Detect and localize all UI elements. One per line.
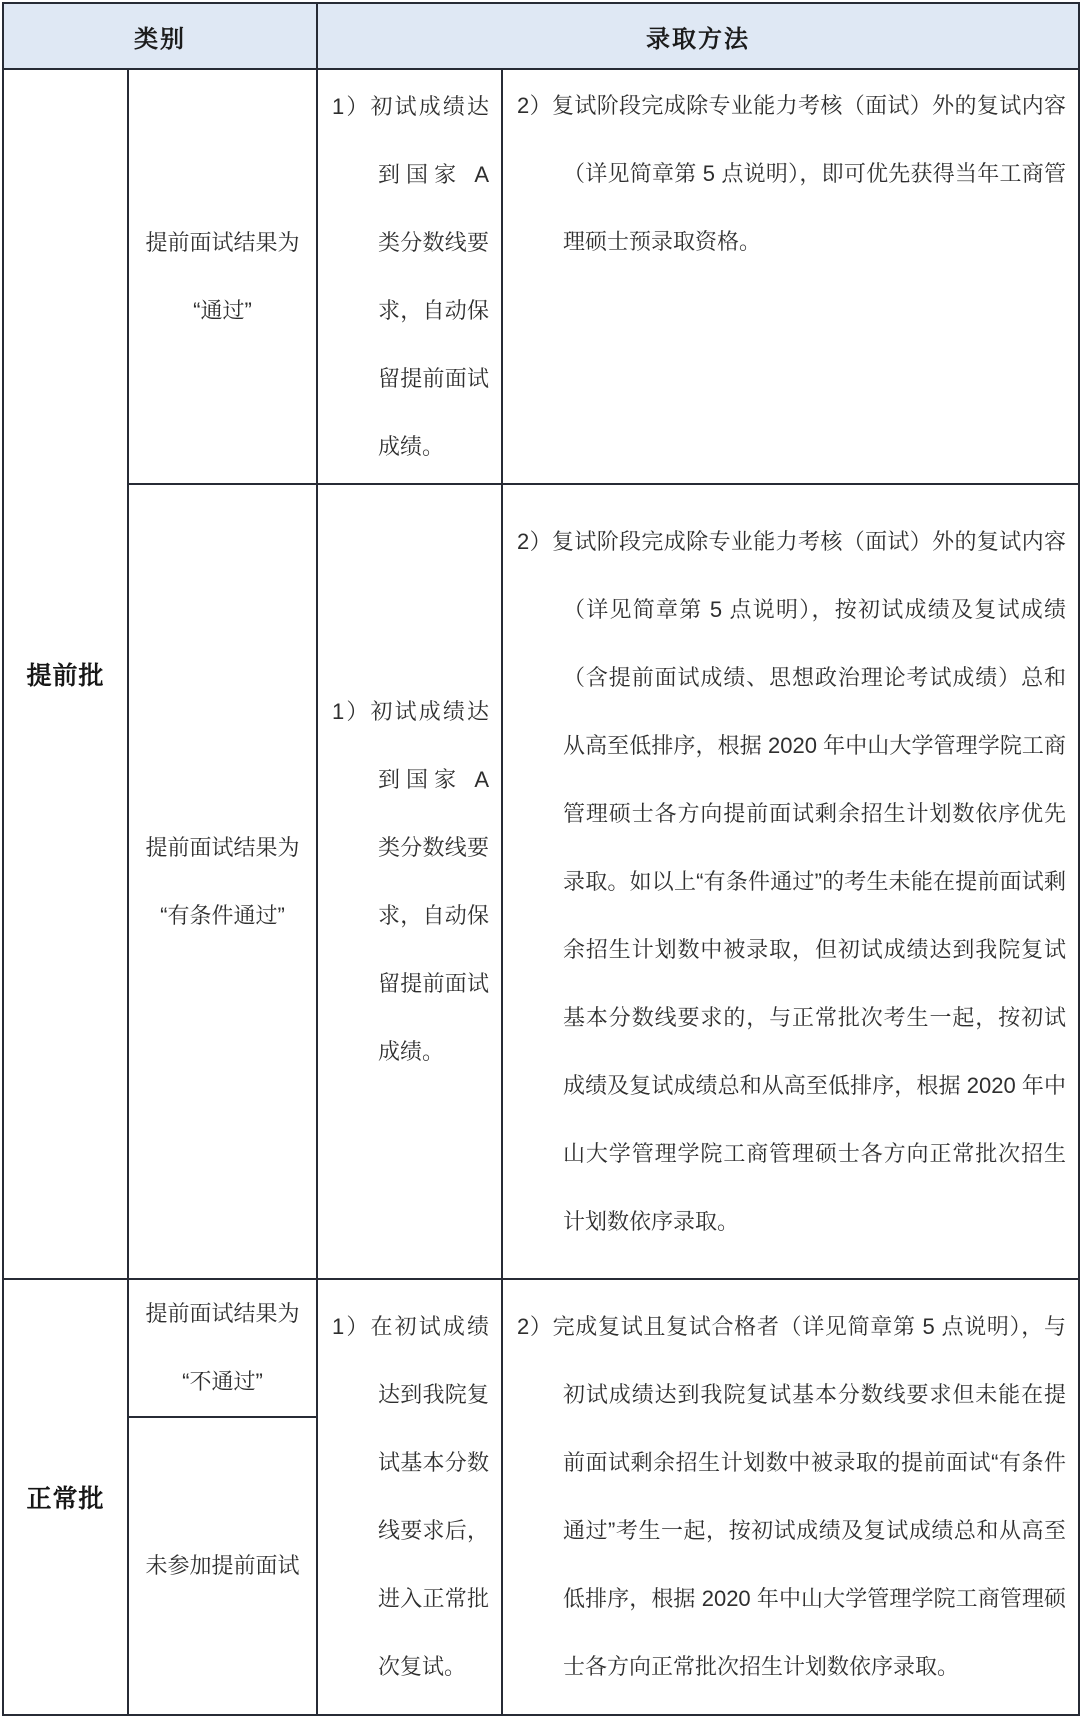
early-pass-result-line2: “通过”	[193, 297, 252, 323]
normal-batch-label: 正常批	[26, 1485, 105, 1513]
cell-normal-batch	[3, 1279, 128, 1715]
early-conditional-method1-text: 1）初试成绩达到国家 A 类分数线要求，自动保留提前面试成绩。	[332, 698, 489, 1064]
early-batch-label: 提前批	[26, 662, 105, 690]
header-category: 类别	[3, 3, 317, 69]
table-header-row	[3, 3, 1079, 69]
cell-early-pass-result	[128, 69, 317, 484]
row-early-pass	[3, 69, 1079, 484]
early-conditional-result-line2: “有条件通过”	[160, 902, 285, 928]
normal-fail-result-line1: 提前面试结果为	[145, 1301, 300, 1326]
cell-early-conditional-method2	[502, 484, 1079, 1279]
early-conditional-result-line1: 提前面试结果为	[145, 834, 300, 860]
cell-early-pass-method1	[317, 69, 502, 484]
cell-normal-method2	[502, 1279, 1079, 1715]
cell-normal-no-interview	[128, 1417, 317, 1715]
header-method: 录取方法	[317, 3, 1079, 69]
normal-no-interview-label: 未参加提前面试	[145, 1553, 300, 1578]
row-early-conditional-pass	[3, 484, 1079, 1279]
early-pass-method1-text: 1）初试成绩达到国家 A 类分数线要求，自动保留提前面试成绩。	[332, 93, 489, 459]
early-pass-method2-text: 2）复试阶段完成除专业能力考核（面试）外的复试内容（详见简章第 5 点说明），即可优先获得当年工商管理硕士预录取资格。	[517, 93, 1066, 254]
cell-early-batch	[3, 69, 128, 1279]
normal-method1-text: 1）在初试成绩达到我院复试基本分数线要求后，进入正常批次复试。	[332, 1314, 489, 1679]
early-pass-result-line1: 提前面试结果为	[145, 229, 300, 255]
cell-normal-fail-result	[128, 1279, 317, 1417]
cell-early-conditional-result	[128, 484, 317, 1279]
early-conditional-method2-text: 2）复试阶段完成除专业能力考核（面试）外的复试内容（详见简章第 5 点说明），按初试成绩及复试成绩（含提前面试成绩、思想政治理论考试成绩）总和从高至低排序，根据 2020 年中山大学管理学院工商管理硕士各方向提前面试剩余招生计划数依序优先录取。如以上“有条件通过”的考生未能在提前面试剩余招生计划数中被录取，但初试成绩达到我院复试基本分数线要求的，与正常批次考生一起，按初试成绩及复试成绩总和从高至低排序，根据 2020 年中山大学管理学院工商管理硕士各方向正常批次招生计划数依序录取。	[517, 528, 1066, 1234]
normal-method2-text: 2）完成复试且复试合格者（详见简章第 5 点说明），与初试成绩达到我院复试基本分数线要求但未能在提前面试剩余招生计划数中被录取的提前面试“有条件通过”考生一起，按初试成绩及复试成绩总和从高至低排序，根据 2020 年中山大学管理学院工商管理硕士各方向正常批次招生计划数依序录取。	[517, 1314, 1066, 1679]
admission-method-table	[2, 2, 1080, 1716]
cell-early-pass-method2	[502, 69, 1079, 484]
cell-normal-method1	[317, 1279, 502, 1715]
normal-fail-result-line2: “不通过”	[182, 1369, 263, 1394]
cell-early-conditional-method1	[317, 484, 502, 1279]
row-normal-fail	[3, 1279, 1079, 1417]
